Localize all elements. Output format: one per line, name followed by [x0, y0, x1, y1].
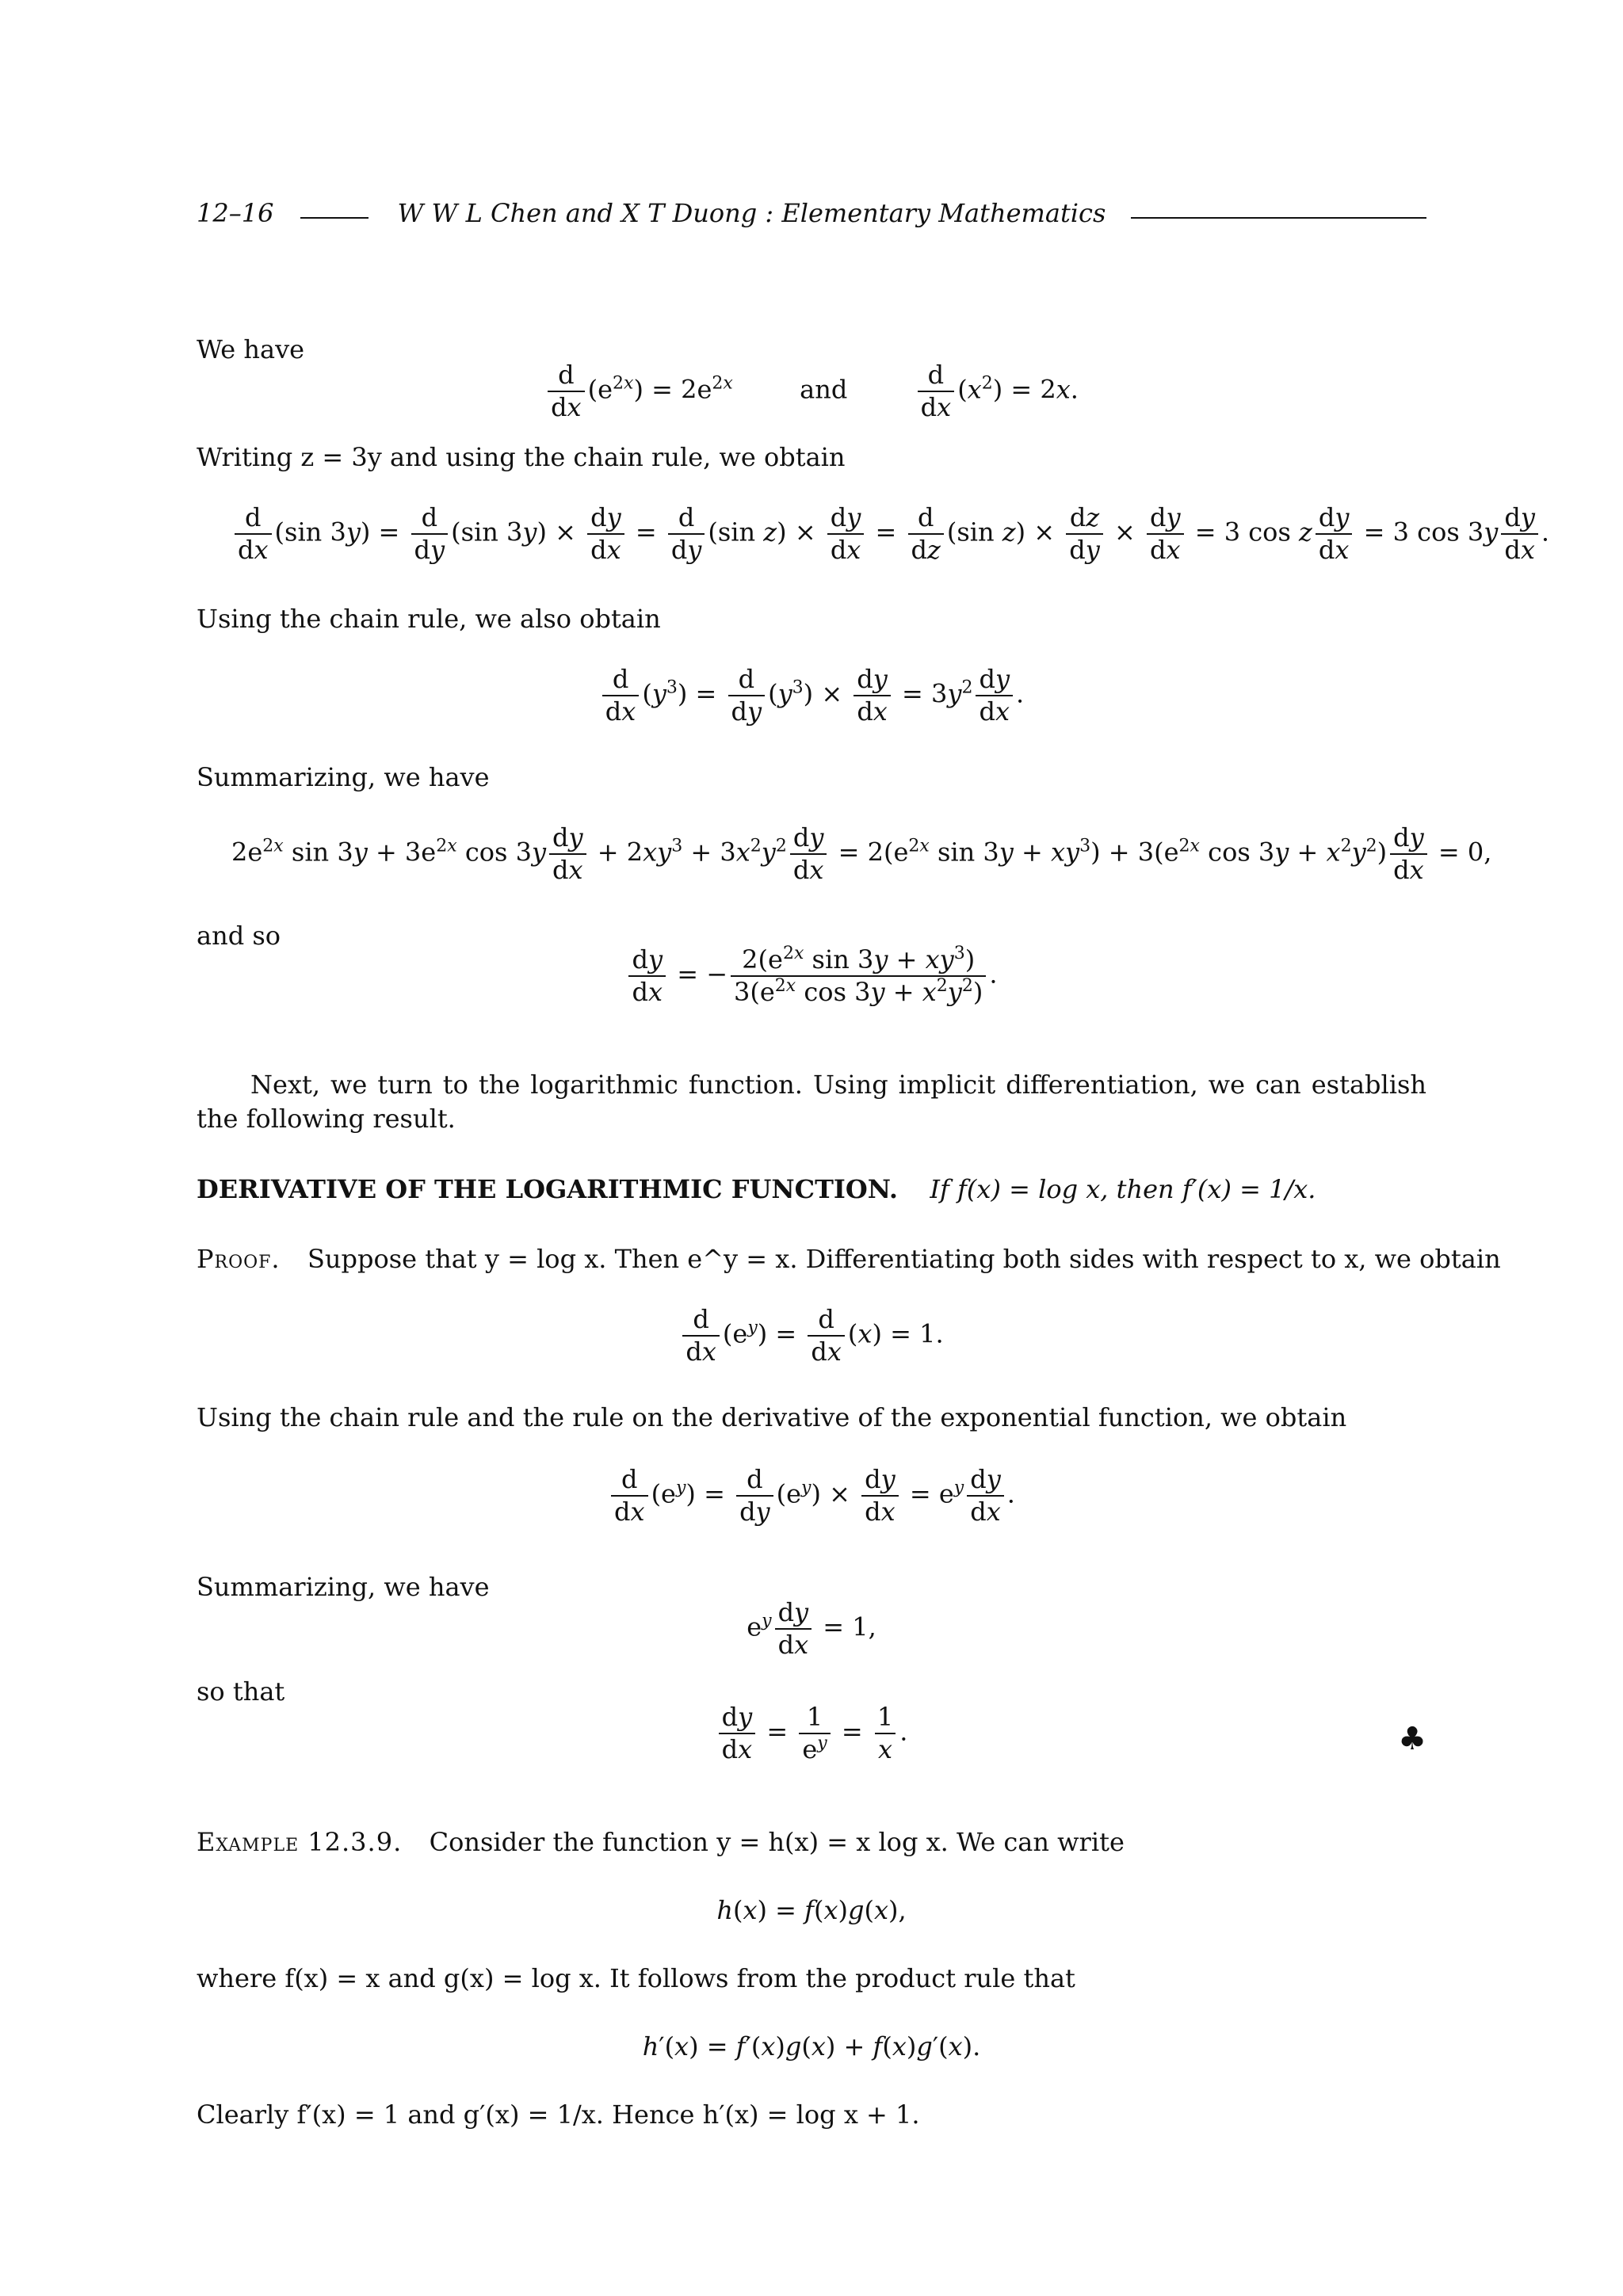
proof-intro	[197, 1242, 1501, 1276]
running-header	[197, 196, 1426, 231]
example-intro	[197, 1825, 1426, 1859]
equation-final-log-derivative: $\frac{dy}{dx}$ = $\frac{1}{e^y}$ = $\frac{1}{x}$ .	[197, 1703, 1426, 1764]
text-where-fg: where f(x) = x and g(x) = log x. It follows from the product rule that	[197, 1963, 1075, 1993]
text-chain-rule-exp: Using the chain rule and the rule on the derivative of the exponential function, we obtain	[197, 1402, 1347, 1432]
text-summarizing-2: Summarizing, we have	[197, 1572, 490, 1602]
paragraph-next-log: Next, we turn to the logarithmic function. Using implicit differentiation, we can establish the following result.	[197, 1070, 1426, 1135]
example-label: Example 12.3.9.	[197, 1827, 403, 1857]
equation-summary-implicit: $2e^{2x}$ $\sin 3y + 3e^{2x}$ cos 3y $\frac{dy}{dx}$ + $2xy^3 + 3x^2y^2$ $\frac{dy}{dx}$ = $2(e^{2x}$ $\sin 3y + xy^3) + 3(e^{2x}$ $\cos 3y + x^2y^2$) $\frac{dy}{dx}$ = 0,	[231, 822, 1492, 886]
text-writing-z: Writing z = 3y and using the chain rule, we obtain	[197, 442, 846, 472]
equation-chain-rule-exp: $\frac{d}{dx}$ $(e^y)$ = $\frac{d}{dy}$ $(e^y)$ × $\frac{dy}{dx}$ = $e^y$ $\frac{dy}{dx}$ .	[197, 1466, 1426, 1526]
equation-diff-both-sides: $\frac{d}{dx}$ $(e^y)$ = $\frac{d}{dx}$ (x) = 1.	[197, 1306, 1426, 1366]
and-word: and	[800, 374, 848, 405]
header-rule-long	[1131, 217, 1426, 219]
text-we-have: We have	[197, 334, 305, 364]
page	[197, 0, 1550, 2296]
theorem-log-derivative	[197, 1173, 1426, 1207]
equation-chain-rule-cube: $\frac{d}{dx}$ $(y^3)$ = $\frac{d}{dy}$ $(y^3)$ × $\frac{dy}{dx}$ = $3y^2$ $\frac{dy}{dx}$ .	[197, 666, 1426, 726]
equation-ey-dy-dx: $e^y$ $\frac{dy}{dx}$ = 1,	[747, 1597, 876, 1661]
text-using-chain-rule: Using the chain rule, we also obtain	[197, 604, 661, 634]
text-and-so: and so	[197, 921, 281, 951]
theorem-title: DERIVATIVE OF THE LOGARITHMIC FUNCTION.	[197, 1174, 899, 1204]
header-rule-short	[300, 217, 369, 219]
text-summarizing-1: Summarizing, we have	[197, 762, 490, 792]
page-number: 12–16	[197, 198, 274, 229]
running-title: W W L Chen and X T Duong : Elementary Mathematics	[397, 198, 1106, 229]
text-so-that: so that	[197, 1676, 285, 1707]
qed-club-icon: ♣	[1398, 1721, 1426, 1757]
equation-dy-dx-result: $\frac{dy}{dx}$ = − $\frac{2(e^{2x} \sin 3y + xy^3)}{3(e^{2x} \cos 3y + x^2y^2)}$ .	[197, 946, 1426, 1006]
equation-derivatives-basic: $\frac{d}{dx}$ $(e^{2x}) = 2e^{2x}$ and $\frac{d}{dx}$ $(x^2) = 2x$.	[197, 361, 1426, 421]
equation-h-product: h(x) = f(x)g(x),	[716, 1895, 907, 1925]
text-clearly: Clearly f′(x) = 1 and g′(x) = 1/x. Hence h′(x) = log x + 1.	[197, 2100, 920, 2130]
example-text: Consider the function y = h(x) = x log x. We can write	[429, 1827, 1125, 1857]
equation-chain-rule-sin: $\frac{d}{dx}$ (sin 3y) = $\frac{d}{dy}$ (sin 3y) × $\frac{dy}{dx}$ = $\frac{d}{dy}$ (sin z) × $\frac{dy}{dx}$ = $\frac{d}{dz}$ (sin z) × $\frac{dz}{dy}$ × $\frac{dy}{dx}$ = 3 cos z $\frac{dy}{dx}$ = 3 cos 3y $\frac{dy}{dx}$ .	[231, 504, 1549, 564]
theorem-statement: If f(x) = log x, then f′(x) = 1/x.	[930, 1174, 1316, 1204]
equation-product-rule: h′(x) = f′(x)g(x) + f(x)g′(x).	[642, 2031, 981, 2061]
proof-text: Suppose that y = log x. Then e^y = x. Differentiating both sides with respect to x, we obtain	[307, 1244, 1501, 1274]
proof-label: Proof.	[197, 1244, 281, 1274]
